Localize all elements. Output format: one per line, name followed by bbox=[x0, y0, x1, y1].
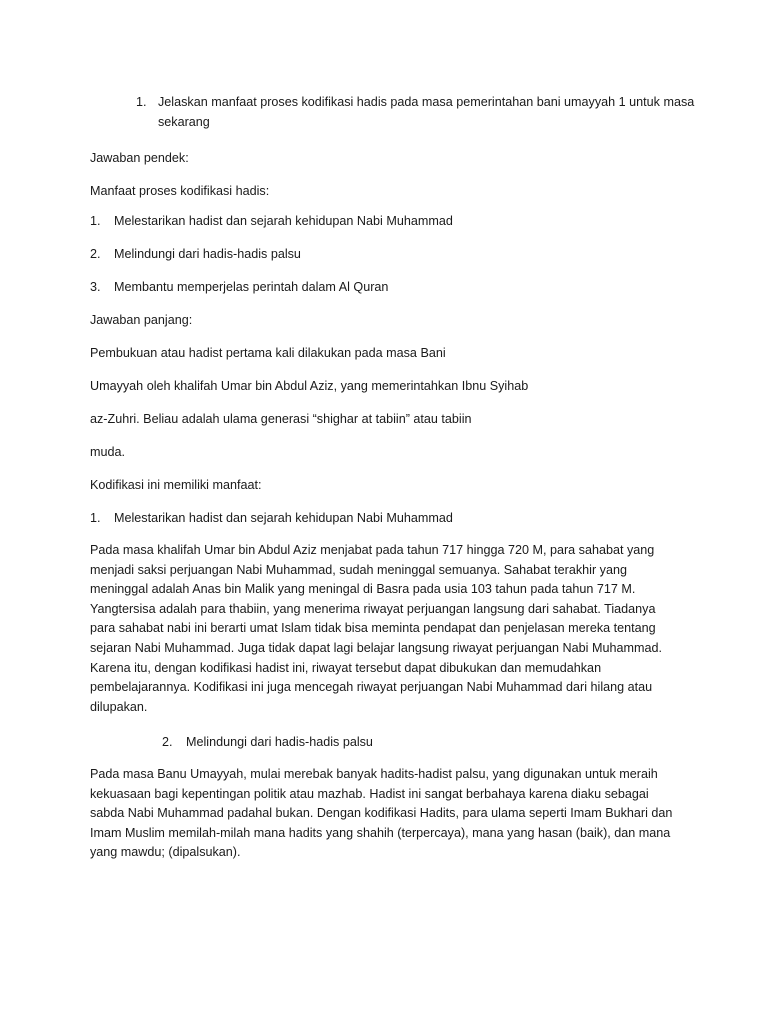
item-number: 3. bbox=[90, 280, 101, 294]
section-1-body: Pada masa khalifah Umar bin Abdul Aziz menjabat pada tahun 717 hingga 720 M, para sahabat yang menjadi saksi perjuangan Nabi Muhammad, sudah meninggal semuanya. Sahabat terakhir yang meninggal adalah Anas bin Malik yang meningal di Basra pada usia 103 tahun pada tahun 717 M. Yangtersisa adalah para thabiin, yang menerima riwayat perjuangan langsung dari sahabat. Tiadanya para sahabat nabi ini berarti umat Islam tidak bisa meminta pendapat dan penjelasan mereka tentang sejaran Nabi Muhammad. Juga tidak dapat lagi belajar langsung riwayat perjuangan Nabi Muhammad. Karena itu, dengan kodifikasi hadist ini, riwayat tersebut dapat dibukukan dan memudahkan pembelajarannya. Kodifikasi ini juga mencegah riwayat perjuangan Nabi Muhammad dari hilang atau dilupakan. bbox=[90, 543, 662, 714]
long-answer-heading: Jawaban panjang: bbox=[90, 313, 193, 327]
section-2-heading bbox=[162, 732, 752, 752]
item-text: Membantu memperjelas perintah dalam Al Quran bbox=[114, 280, 389, 294]
section-1-heading bbox=[90, 508, 680, 528]
short-answer-heading: Jawaban pendek: bbox=[90, 151, 189, 165]
item-number: 1. bbox=[90, 214, 101, 228]
item-number: 2. bbox=[90, 247, 101, 261]
long-answer-line: Pembukuan atau hadist pertama kali dilakukan pada masa Bani bbox=[90, 346, 446, 360]
item-text: Melestarikan hadist dan sejarah kehidupan Nabi Muhammad bbox=[114, 214, 453, 228]
question-number: 1. bbox=[136, 95, 147, 109]
item-text: Melindungi dari hadis-hadis palsu bbox=[114, 247, 301, 261]
section-2-body: Pada masa Banu Umayyah, mulai merebak banyak hadits-hadist palsu, yang digunakan untuk meraih kekuasaan bagi kepentingan politik atau mazhab. Hadist ini sangat berbahaya karena diaku sebagai sabda Nabi Muhammad padahal bukan. Dengan kodifikasi Hadits, para ulama seperti Imam Bukhari dan Imam Muslim memilah-milah mana hadits yang shahih (terpercaya), mana yang hasan (baik), dan mana yang mawdu; (dipalsukan). bbox=[90, 767, 673, 860]
section-number: 2. bbox=[162, 735, 173, 749]
section-title: Melestarikan hadist dan sejarah kehidupan Nabi Muhammad bbox=[114, 511, 453, 525]
short-answer-intro: Manfaat proses kodifikasi hadis: bbox=[90, 184, 270, 198]
long-answer-line: Umayyah oleh khalifah Umar bin Abdul Aziz, yang memerintahkan Ibnu Syihab bbox=[90, 379, 529, 393]
section-number: 1. bbox=[90, 511, 101, 525]
short-answer-item bbox=[90, 211, 680, 231]
short-answer-item bbox=[90, 244, 680, 264]
short-answer-item bbox=[90, 277, 680, 297]
benefits-intro: Kodifikasi ini memiliki manfaat: bbox=[90, 478, 262, 492]
long-answer-line: muda. bbox=[90, 445, 126, 459]
question-item bbox=[136, 92, 696, 132]
long-answer-line: az-Zuhri. Beliau adalah ulama generasi “shighar at tabiin” atau tabiin bbox=[90, 412, 472, 426]
section-title: Melindungi dari hadis-hadis palsu bbox=[186, 735, 373, 749]
question-text: Jelaskan manfaat proses kodifikasi hadis pada masa pemerintahan bani umayyah 1 untuk masa sekarang bbox=[158, 95, 695, 129]
